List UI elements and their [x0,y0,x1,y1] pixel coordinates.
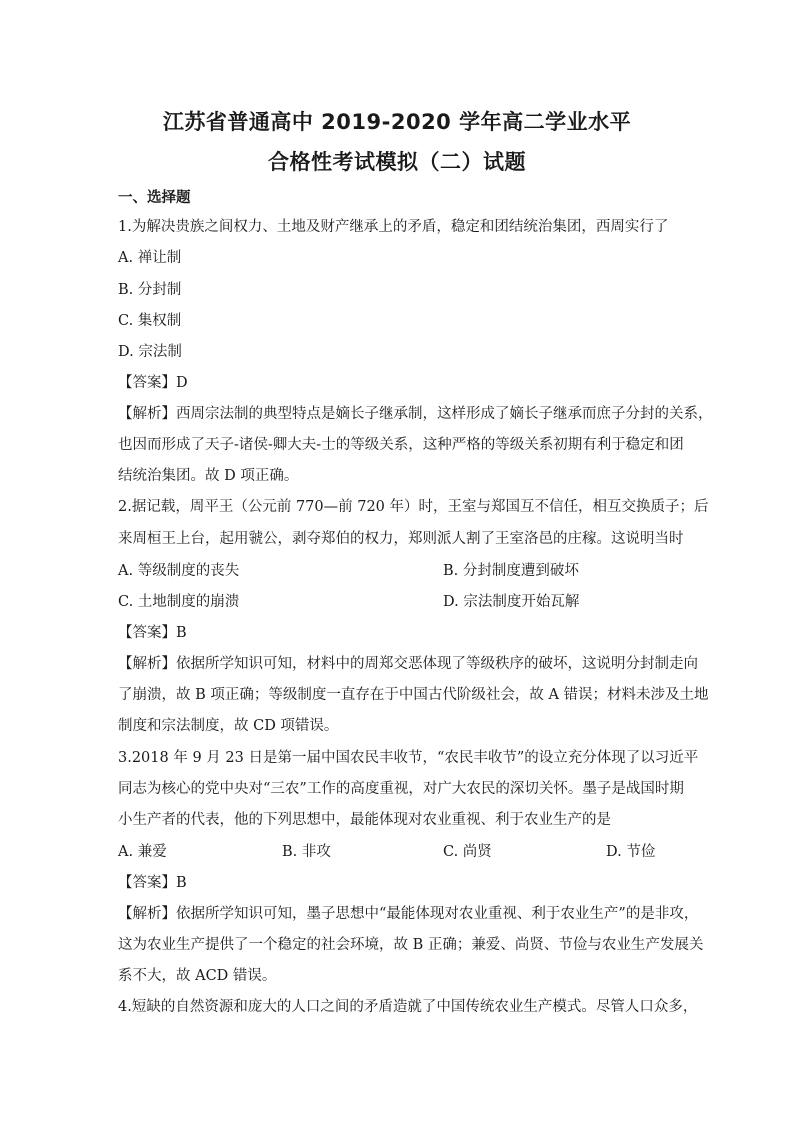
q2-option-d: D. 宗法制度开始瓦解 [443,594,580,610]
document-title-line-2: 合格性考试模拟（二）试题 [268,150,526,174]
q1-analysis-line-2: 也因而形成了天子-诸侯-卿大夫-士的等级关系，这种严格的等级关系初期有利于稳定和团 [118,437,684,453]
q3-answer: 【答案】B [118,875,187,891]
q2-stem-line-1: 2.据记载，周平王（公元前 770—前 720 年）时，王室与郑国互不信任，相互交换质子；后 [118,499,709,515]
section-heading: 一、选择题 [118,190,191,206]
q1-option-d: D. 宗法制 [118,344,182,360]
q1-analysis-line-3: 结统治集团。故 D 项正确。 [118,468,299,484]
q1-option-b: B. 分封制 [118,282,182,298]
q1-answer: 【答案】D [118,375,188,391]
q4-stem-line-1: 4.短缺的自然资源和庞大的人口之间的矛盾造就了中国传统农业生产模式。尽管人口众多， [118,999,698,1015]
q3-analysis-line-3: 系不大，故 ACD 错误。 [118,968,277,984]
q3-option-a: A. 兼爱 [118,844,167,860]
q3-stem-line-3: 小生产者的代表，他的下列思想中，最能体现对农业重视、利于农业生产的是 [118,812,611,828]
q2-answer: 【答案】B [118,625,187,641]
q1-analysis-line-1: 【解析】西周宗法制的典型特点是嫡长子继承制，这样形成了嫡长子继承而庶子分封的关系， [118,406,713,422]
q2-stem-line-2: 来周桓王上台，起用虢公，剥夺郑伯的权力，郑则派人割了王室洛邑的庄稼。这说明当时 [118,531,684,547]
q2-option-c: C. 土地制度的崩溃 [118,594,240,610]
q1-option-c: C. 集权制 [118,313,182,329]
q3-analysis-line-2: 这为农业生产提供了一个稳定的社会环境，故 B 正确；兼爱、尚贤、节俭与农业生产发展关 [118,937,704,953]
q1-option-a: A. 禅让制 [118,250,182,266]
q3-stem-line-2: 同志为核心的党中央对“三农”工作的高度重视，对广大农民的深切关怀。墨子是战国时期 [118,781,684,797]
q2-option-b: B. 分封制度遭到破坏 [443,563,579,579]
q3-stem-line-1: 3.2018 年 9 月 23 日是第一届中国农民丰收节，“农民丰收节”的设立充分体现了以习近平 [118,750,699,766]
q3-option-b: B. 非攻 [282,844,331,860]
q2-analysis-line-2: 了崩溃，故 B 项正确；等级制度一直存在于中国古代阶级社会，故 A 错误；材料未涉及土地 [118,687,709,703]
q1-stem: 1.为解决贵族之间权力、土地及财产继承上的矛盾，稳定和团结统治集团，西周实行了 [118,219,669,235]
document-title-line-1: 江苏省普通高中 2019-2020 学年高二学业水平 [162,110,632,134]
q2-option-a: A. 等级制度的丧失 [118,563,240,579]
q3-analysis-line-1: 【解析】依据所学知识可知，墨子思想中“最能体现对农业重视、利于农业生产”的是非攻， [118,906,699,922]
q2-analysis-line-3: 制度和宗法制度，故 CD 项错误。 [118,718,339,734]
q3-option-d: D. 节俭 [606,844,656,860]
q3-option-c: C. 尚贤 [443,844,492,860]
q2-analysis-line-1: 【解析】依据所学知识可知，材料中的周郑交恶体现了等级秩序的破坏，这说明分封制走向 [118,656,698,672]
